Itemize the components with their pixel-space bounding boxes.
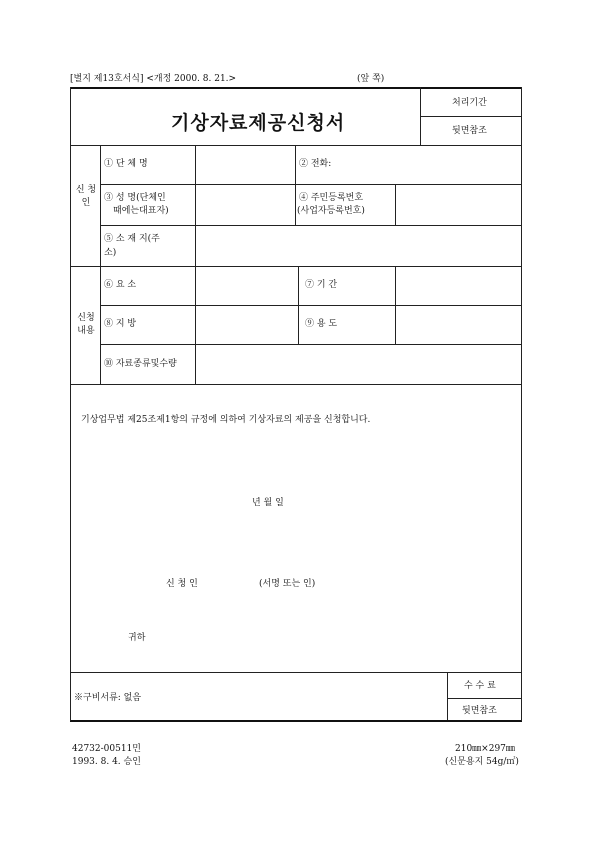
processing-label: 처리기간	[452, 98, 487, 108]
col-divider-1	[195, 145, 196, 266]
col-divider-4	[195, 266, 196, 384]
row-line-3	[100, 305, 522, 306]
signature-line: (서명 또는 인)	[259, 579, 316, 589]
footer-box-top	[70, 672, 522, 673]
regno-label-1: ④ 주민등록번호	[299, 193, 364, 203]
title-bottom-line	[70, 145, 522, 146]
paper-type: (신문용지 54g/㎡)	[445, 757, 519, 767]
row-line-1	[100, 184, 522, 185]
use-label: ⑨ 용 도	[305, 319, 338, 329]
approval-date: 1993. 8. 4. 승인	[72, 757, 141, 767]
request-section-label: 신청 내용	[77, 313, 95, 336]
name-label-2: 때에는대표자)	[113, 206, 169, 216]
frame-left	[70, 87, 71, 721]
fee-divider	[447, 672, 448, 720]
applicant-section-label: 신 청 인	[75, 185, 97, 208]
frame-right	[521, 87, 522, 721]
page-side: (앞 쪽)	[357, 74, 385, 84]
section-line-2	[70, 384, 522, 385]
row-line-4	[100, 344, 522, 345]
address-label-1: ⑤ 소 재 지(주	[104, 234, 160, 244]
phone-label: ② 전화:	[299, 159, 332, 169]
area-label: ⑧ 지 방	[104, 319, 137, 329]
address-label-2: 소)	[104, 248, 117, 258]
processing-value: 뒷면참조	[452, 126, 487, 136]
processing-divider	[420, 116, 521, 117]
frame-top	[70, 87, 522, 89]
section-label-divider	[100, 145, 101, 384]
form-code: 42732-00511민	[72, 744, 141, 754]
form-title: 기상자료제공신청서	[171, 112, 346, 134]
element-label: ⑥ 요 소	[104, 280, 137, 290]
section-line	[70, 266, 522, 267]
form-number: [별지 제13호서식] <개정 2000. 8. 21.>	[70, 74, 237, 84]
fee-value: 뒷면참조	[462, 706, 497, 716]
statement: 기상업무법 제25조제1항의 규정에 의하여 기상자료의 제공을 신청합니다.	[81, 415, 371, 425]
fee-row-divider	[447, 698, 521, 699]
regno-label-2: (사업자등록번호)	[297, 206, 365, 216]
types-label: ⑩ 자료종류및수량	[104, 359, 177, 369]
required-documents: ※구비서류: 없음	[74, 693, 142, 703]
applicant-line: 신 청 인	[166, 579, 198, 589]
col-divider-3	[395, 184, 396, 225]
name-label-1: ③ 성 명(단체인	[104, 193, 166, 203]
org-name-label: ① 단 체 명	[104, 159, 148, 169]
row-line-2	[100, 225, 522, 226]
period-label: ⑦ 기 간	[305, 280, 338, 290]
fee-label: 수 수 료	[464, 681, 496, 691]
recipient: 귀하	[128, 633, 146, 643]
frame-bottom	[70, 720, 522, 722]
paper-size: 210㎜×297㎜	[455, 744, 515, 754]
col-divider-2	[295, 145, 296, 225]
date-line: 년 월 일	[252, 498, 284, 508]
